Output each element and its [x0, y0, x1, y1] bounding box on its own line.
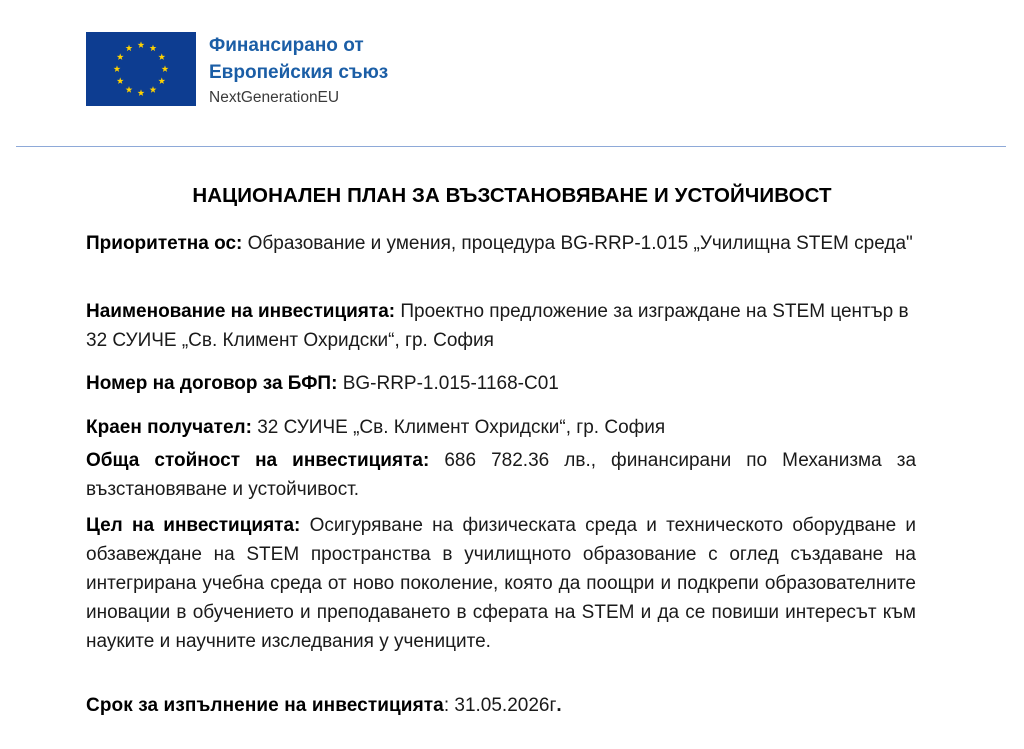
investment-goal-value: Осигуряване на физическата среда и техническото оборудване и обзавеждане на STEM пространства в училищното образование с оглед създаване на интегрирана учебна среда от ново поколение, която да поощри и подкрепи образователните иновации в обучението и преподаването в сферата на STEM и да се повиши интересът към науките и научните изследвания у учениците. — [86, 515, 917, 652]
logo-line-nextgen: NextGenerationEU — [209, 89, 340, 106]
final-recipient-label: Краен получател: — [86, 417, 252, 438]
contract-number-value: BG-RRP-1.015-1168-C01 — [337, 373, 559, 394]
logo-line-funded: Финансирано от — [209, 35, 364, 56]
contract-number-label: Номер на договор за БФП: — [86, 373, 338, 394]
eu-funding-logo — [86, 32, 446, 106]
deadline-label: Срок за изпълнение на инвестицията — [86, 695, 444, 716]
priority-axis-value: Образование и умения, процедура BG-RRP-1.015 „Училищна STEM среда" — [242, 233, 913, 254]
total-value-label: Обща стойност на инвестицията: — [86, 450, 430, 471]
logo-line-eu: Европейския съюз — [209, 62, 389, 83]
total-value-value: 686 782.36 лв., финансирани по Механизма за възстановяване и устойчивост. — [86, 450, 917, 500]
contract-number-field — [86, 369, 916, 398]
total-value-field — [86, 446, 916, 504]
deadline-value: : 31.05.2026г — [443, 695, 557, 716]
final-recipient-field — [86, 413, 916, 442]
logo-text — [209, 32, 449, 110]
investment-name-value: Проектно предложение за изграждане на STEM център в 32 СУИЧЕ „Св. Климент Охридски“, гр. София — [86, 301, 909, 351]
priority-axis-label: Приоритетна ос: — [86, 233, 243, 254]
priority-axis-field — [86, 229, 916, 258]
eu-flag-icon — [86, 32, 196, 106]
investment-goal-field — [86, 511, 916, 656]
final-recipient-value: 32 СУИЧЕ „Св. Климент Охридски“, гр. София — [251, 417, 666, 438]
page-title: НАЦИОНАЛЕН ПЛАН ЗА ВЪЗСТАНОВЯВАНЕ И УСТОЙЧИВОСТ — [192, 184, 832, 207]
deadline-tail: . — [556, 695, 562, 716]
investment-name-label: Наименование на инвестицията: — [86, 301, 396, 322]
investment-name-field — [86, 297, 916, 355]
deadline-field — [86, 691, 916, 720]
investment-goal-label: Цел на инвестицията: — [86, 515, 301, 536]
header-divider — [16, 146, 1006, 147]
